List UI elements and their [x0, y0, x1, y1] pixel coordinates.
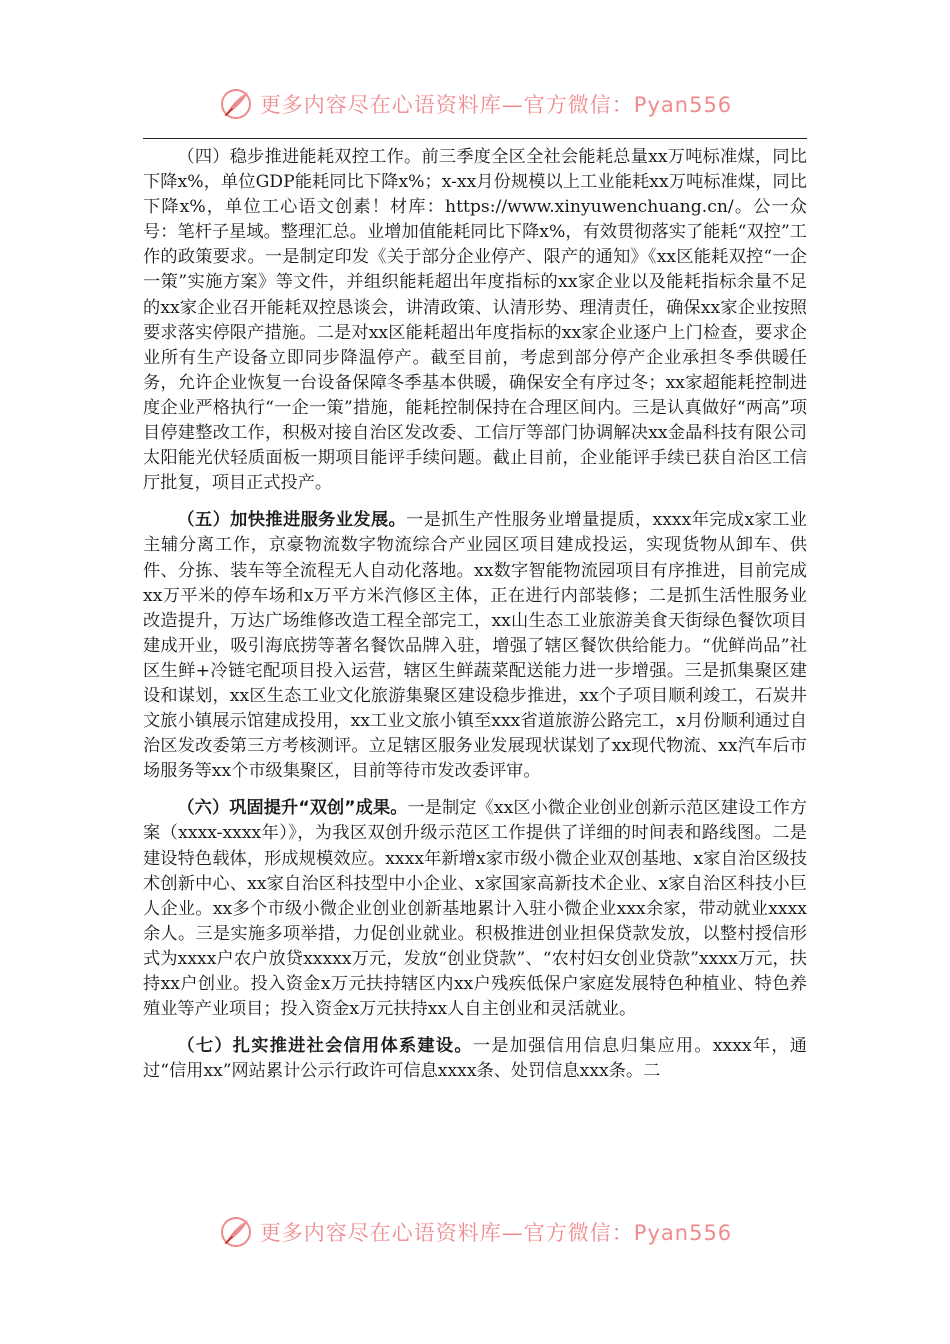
paragraph-text: 一是加强信用信息归集应用。xxxx年，通过“信用xx”网站累计公示行政许可信息xxxx条、处罚信息xxx条。二: [143, 1036, 807, 1082]
quill-logo-icon: [218, 1214, 254, 1250]
watermark-text: 更多内容尽在心语资料库—官方微信：Pyan556: [259, 93, 733, 117]
paragraph-service-industry: [143, 508, 807, 784]
paragraph-text: 一是抓生产性服务业增量提质，xxxx年完成x家工业主辅分离工作，京豪物流数字物流综合产业园区项目建成投运，实现货物从卸车、供件、分拣、装车等全流程无人自动化落地。xx数字智能物流园项目有序推进，目前完成xx万平米的停车场和x万平方米汽修区主体，正在进行内部装修；二是抓生活性服务业改造提升，万达广场维修改造工程全部完工，xx山生态工业旅游美食天街绿色餐饮项目建成开业，吸引海底捞等著名餐饮品牌入驻，增强了辖区餐饮供给能力。“优鲜尚品”社区生鲜+冷链宅配项目投入运营，辖区生鲜蔬菜配送能力进一步增强。三是抓集聚区建设和谋划，xx区生态工业文化旅游集聚区建设稳步推进，xx个子项目顺利竣工，石炭井文旅小镇展示馆建成投用，xx工业文旅小镇至xxx省道旅游公路完工，x月份顺利通过自治区发改委第三方考核测评。立足辖区服务业发展现状谋划了xx现代物流、xx汽车后市场服务等xx个市级集聚区，目前等待市发改委评审。: [143, 510, 807, 782]
paragraph-energy-control: [143, 145, 807, 496]
paragraph-text: （四）稳步推进能耗双控工作。前三季度全区全社会能耗总量xx万吨标准煤，同比下降x%，单位GDP能耗同比下降x%；x-xx月份规模以上工业能耗xx万吨标准煤，同比下降x%，单位工心语文创素！材库：https://www.xinyuwenchuang.cn/。公一众号：笔杆子星域。整理汇总。业增加值能耗同比下降x%，有效贯彻落实了能耗“双控”工作的政策要求。一是制定印发《关于部分企业停产、限产的通知》《xx区能耗双控“一企一策”实施方案》等文件，并组织能耗超出年度指标的xx家企业以及能耗指标余量不足的xx家企业召开能耗双控恳谈会，讲清政策、认清形势、理清责任，确保xx家企业按照要求落实停限产措施。二是对xx区能耗超出年度指标的xx家企业逐户上门检查，要求企业所有生产设备立即同步降温停产。截至目前，考虑到部分停产企业承担冬季供暖任务，允许企业恢复一台设备保障冬季基本供暖，确保安全有序过冬；xx家超能耗控制进度企业严格执行“一企一策”措施，能耗控制保持在合理区间内。三是认真做好“两高”项目停建整改工作，积极对接自治区发改委、工信厅等部门协调解决xx金晶科技有限公司太阳能光伏轻质面板一期项目能评手续问题。截止目前，企业能评手续已获自治区工信厅批复，项目正式投产。: [143, 147, 807, 494]
paragraph-heading: （七）扎实推进社会信用体系建设。: [177, 1036, 473, 1057]
footer-watermark: [0, 1210, 950, 1254]
paragraph-innovation: [143, 796, 807, 1022]
quill-logo-icon: [218, 86, 254, 122]
document-body: [143, 145, 807, 1096]
header-divider: [143, 138, 807, 139]
header-watermark: [0, 82, 950, 126]
paragraph-credit-system: [143, 1034, 807, 1084]
paragraph-heading: （五）加快推进服务业发展。: [177, 510, 407, 531]
paragraph-heading: （六）巩固提升“双创”成果。: [177, 798, 408, 819]
watermark-text: 更多内容尽在心语资料库—官方微信：Pyan556: [259, 1221, 733, 1245]
paragraph-text: 一是制定《xx区小微企业创业创新示范区建设工作方案（xxxx-xxxx年）》，为我区双创升级示范区工作提供了详细的时间表和路线图。二是建设特色载体，形成规模效应。xxxx年新增x家市级小微企业双创基地、x家自治区级技术创新中心、xx家自治区科技型中小企业、x家国家高新技术企业、x家自治区科技小巨人企业。xx多个市级小微企业创业创新基地累计入驻小微企业xxx余家，带动就业xxxx余人。三是实施多项举措，力促创业就业。积极推进创业担保贷款发放，以整村授信形式为xxxx户农户放贷xxxxx万元，发放“创业贷款”、“农村妇女创业贷款”xxxx万元，扶持xx户创业。投入资金x万元扶持辖区内xx户残疾低保户家庭发展特色种植业、特色养殖业等产业项目；投入资金x万元扶持xx人自主创业和灵活就业。: [143, 798, 807, 1020]
